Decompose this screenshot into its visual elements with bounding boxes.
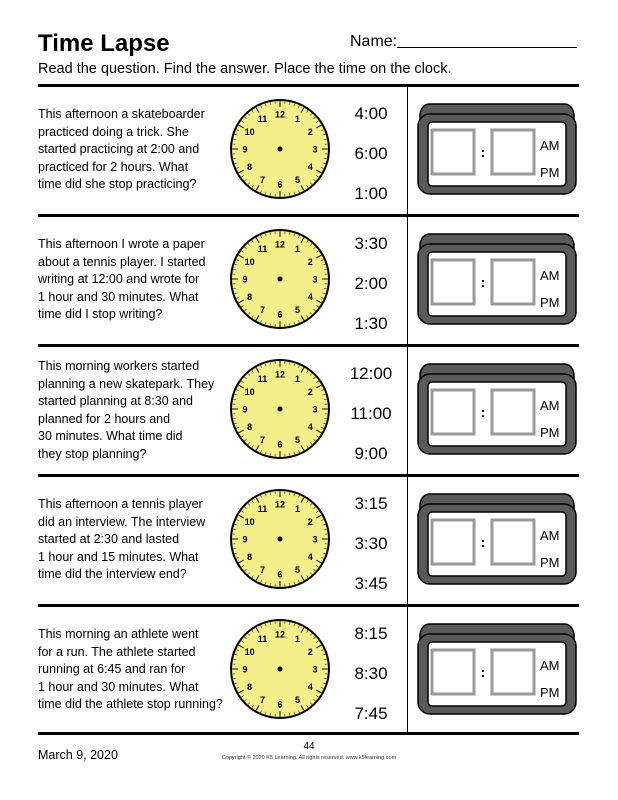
- analog-clock-face[interactable]: [228, 227, 332, 331]
- clock-number: 8: [247, 682, 253, 692]
- hour-answer-box[interactable]: [432, 390, 474, 434]
- clock-number: 2: [307, 517, 313, 527]
- clock-number: 12: [274, 109, 286, 120]
- question-text: [38, 626, 238, 714]
- clock-number: 5: [294, 564, 301, 575]
- clock-number: 1: [294, 374, 301, 385]
- question-line: practiced for 2 hours. What: [38, 159, 189, 174]
- clock-number: 7: [259, 564, 266, 575]
- clock-number: 1: [294, 504, 301, 515]
- clock-number: 6: [277, 309, 283, 320]
- question-line: started practicing at 2:00 and: [38, 142, 200, 156]
- question-line: 30 minutes. What time did: [38, 429, 183, 443]
- am-option[interactable]: AM: [540, 398, 560, 413]
- clock-number: 4: [307, 682, 313, 692]
- clock-number: 12: [274, 499, 286, 510]
- clock-number: 3: [312, 534, 318, 545]
- clock-number: 6: [277, 569, 283, 580]
- answer-option[interactable]: 8:30: [354, 664, 388, 683]
- answer-option[interactable]: 3:45: [354, 574, 388, 593]
- clock-number: 10: [244, 127, 255, 137]
- page-title: Time Lapse: [38, 30, 170, 57]
- clock-number: 12: [274, 369, 286, 380]
- pm-option[interactable]: PM: [540, 425, 560, 440]
- name-field-line[interactable]: [397, 47, 577, 48]
- clock-number: 4: [307, 162, 313, 172]
- question-line: did an interview. The interview: [38, 514, 206, 529]
- clock-center-pin: [278, 277, 283, 282]
- question-line: 1 hour and 15 minutes. What: [38, 549, 199, 564]
- instructions: Read the question. Find the answer. Place the time on the clock.: [38, 61, 452, 77]
- question-line: about a tennis player. I started: [38, 254, 206, 269]
- answer-option[interactable]: 1:30: [354, 314, 388, 333]
- page-number: 44: [303, 741, 315, 752]
- clock-number: 11: [257, 114, 268, 125]
- clock-number: 8: [247, 422, 253, 432]
- clock-number: 5: [294, 694, 301, 705]
- am-option[interactable]: AM: [540, 528, 560, 543]
- answer-option[interactable]: 7:45: [354, 704, 388, 723]
- clock-number: 3: [312, 144, 318, 155]
- answer-option[interactable]: 2:00: [354, 274, 388, 293]
- question-row: [0, 346, 618, 476]
- minute-answer-box[interactable]: [492, 650, 534, 694]
- clock-number: 4: [307, 552, 313, 562]
- clock-number: 1: [294, 114, 301, 125]
- question-line: 1 hour and 30 minutes. What: [38, 289, 199, 304]
- answer-option[interactable]: 3:15: [354, 494, 388, 513]
- clock-number: 3: [312, 404, 318, 415]
- clock-number: 3: [312, 274, 318, 285]
- question-text: [38, 236, 238, 324]
- answer-option[interactable]: 1:00: [354, 184, 388, 203]
- clock-number: 10: [244, 387, 255, 397]
- clock-number: 9: [242, 664, 248, 675]
- question-line: for a run. The athlete started: [38, 644, 196, 659]
- analog-clock-face[interactable]: [228, 617, 332, 721]
- am-option[interactable]: AM: [540, 658, 560, 673]
- question-row: [0, 476, 618, 606]
- clock-number: 12: [274, 239, 286, 250]
- clock-center-pin: [278, 407, 283, 412]
- time-separator: :: [480, 534, 486, 550]
- clock-number: 4: [307, 422, 313, 432]
- question-line: time did I stop writing?: [38, 307, 163, 321]
- analog-clock-face[interactable]: [228, 357, 332, 461]
- clock-number: 2: [307, 647, 313, 657]
- question-line: This morning workers started: [38, 359, 200, 373]
- minute-answer-box[interactable]: [492, 260, 534, 304]
- question-row: [0, 86, 618, 216]
- clock-number: 10: [244, 257, 255, 267]
- clock-number: 11: [257, 244, 268, 255]
- question-line: started planning at 8:30 and: [38, 394, 193, 408]
- question-line: started at 2:30 and lasted: [38, 532, 180, 546]
- answer-option[interactable]: 3:30: [354, 234, 388, 253]
- clock-number: 6: [277, 439, 283, 450]
- clock-number: 3: [312, 664, 318, 675]
- answer-option[interactable]: 12:00: [349, 364, 393, 383]
- clock-number: 7: [259, 434, 266, 445]
- clock-number: 8: [247, 552, 253, 562]
- clock-number: 11: [257, 634, 268, 645]
- answer-option[interactable]: 3:30: [354, 534, 388, 553]
- pm-option[interactable]: PM: [540, 165, 560, 180]
- question-line: running at 6:45 and ran for: [38, 662, 186, 676]
- answer-option[interactable]: 8:15: [354, 624, 388, 643]
- question-row: [0, 216, 618, 346]
- clock-number: 2: [307, 257, 313, 267]
- minute-answer-box[interactable]: [492, 130, 534, 174]
- bottom-rule: [38, 732, 579, 735]
- question-line: they stop planning?: [38, 446, 147, 461]
- copyright-notice: Copyright © 2020 K5 Learning. All rights reserved. www.k5learning.com: [221, 755, 397, 761]
- clock-number: 9: [242, 404, 248, 415]
- question-text: [38, 496, 238, 584]
- clock-center-pin: [278, 537, 283, 542]
- clock-number: 10: [244, 647, 255, 657]
- clock-center-pin: [278, 667, 283, 672]
- clock-number: 6: [277, 179, 283, 190]
- am-option[interactable]: AM: [540, 138, 560, 153]
- question-line: This afternoon I wrote a paper: [38, 237, 205, 251]
- analog-clock-face[interactable]: [228, 97, 332, 201]
- hour-answer-box[interactable]: [432, 130, 474, 174]
- clock-number: 4: [307, 292, 313, 302]
- analog-clock-face[interactable]: [228, 487, 332, 591]
- question-line: writing at 12:00 and wrote for: [38, 272, 200, 286]
- clock-number: 2: [307, 387, 313, 397]
- clock-number: 10: [244, 517, 255, 527]
- clock-number: 5: [294, 174, 301, 185]
- question-row: [0, 606, 618, 736]
- question-line: time did she stop practicing?: [38, 177, 197, 191]
- clock-number: 1: [294, 244, 301, 255]
- footer-date: March 9, 2020: [38, 748, 118, 762]
- question-line: This afternoon a tennis player: [38, 497, 203, 511]
- answer-option[interactable]: 9:00: [354, 444, 388, 463]
- hour-answer-box[interactable]: [432, 260, 474, 304]
- pm-option[interactable]: PM: [540, 555, 560, 570]
- question-line: practiced doing a trick. She: [38, 124, 189, 139]
- question-text: [38, 358, 238, 463]
- question-line: time did the interview end?: [38, 567, 187, 581]
- time-separator: :: [480, 404, 486, 420]
- minute-answer-box[interactable]: [492, 390, 534, 434]
- time-separator: :: [480, 144, 486, 160]
- question-line: time did the athlete stop running?: [38, 697, 223, 711]
- clock-number: 8: [247, 162, 253, 172]
- clock-number: 11: [257, 504, 268, 515]
- clock-number: 5: [294, 434, 301, 445]
- name-label: Name:: [350, 33, 398, 50]
- answer-option[interactable]: 4:00: [354, 104, 388, 123]
- question-line: 1 hour and 30 minutes. What: [38, 679, 199, 694]
- hour-answer-box[interactable]: [432, 520, 474, 564]
- question-line: planning a new skatepark. They: [38, 376, 215, 391]
- minute-answer-box[interactable]: [492, 520, 534, 564]
- question-line: planned for 2 hours and: [38, 411, 171, 426]
- question-line: This morning an athlete went: [38, 627, 199, 641]
- time-separator: :: [480, 274, 486, 290]
- clock-number: 8: [247, 292, 253, 302]
- pm-option[interactable]: PM: [540, 295, 560, 310]
- hour-answer-box[interactable]: [432, 650, 474, 694]
- clock-number: 1: [294, 634, 301, 645]
- answer-option[interactable]: 6:00: [354, 144, 388, 163]
- clock-number: 7: [259, 174, 266, 185]
- clock-number: 11: [257, 374, 268, 385]
- question-text: [38, 106, 238, 194]
- clock-number: 9: [242, 534, 248, 545]
- clock-number: 12: [274, 629, 286, 640]
- clock-number: 6: [277, 699, 283, 710]
- clock-number: 2: [307, 127, 313, 137]
- answer-option[interactable]: 11:00: [350, 404, 392, 423]
- clock-number: 5: [294, 304, 301, 315]
- time-separator: :: [480, 664, 486, 680]
- clock-number: 7: [259, 694, 266, 705]
- clock-number: 7: [259, 304, 266, 315]
- am-option[interactable]: AM: [540, 268, 560, 283]
- clock-center-pin: [278, 147, 283, 152]
- pm-option[interactable]: PM: [540, 685, 560, 700]
- clock-number: 9: [242, 274, 248, 285]
- question-line: This afternoon a skateboarder: [38, 107, 205, 121]
- clock-number: 9: [242, 144, 248, 155]
